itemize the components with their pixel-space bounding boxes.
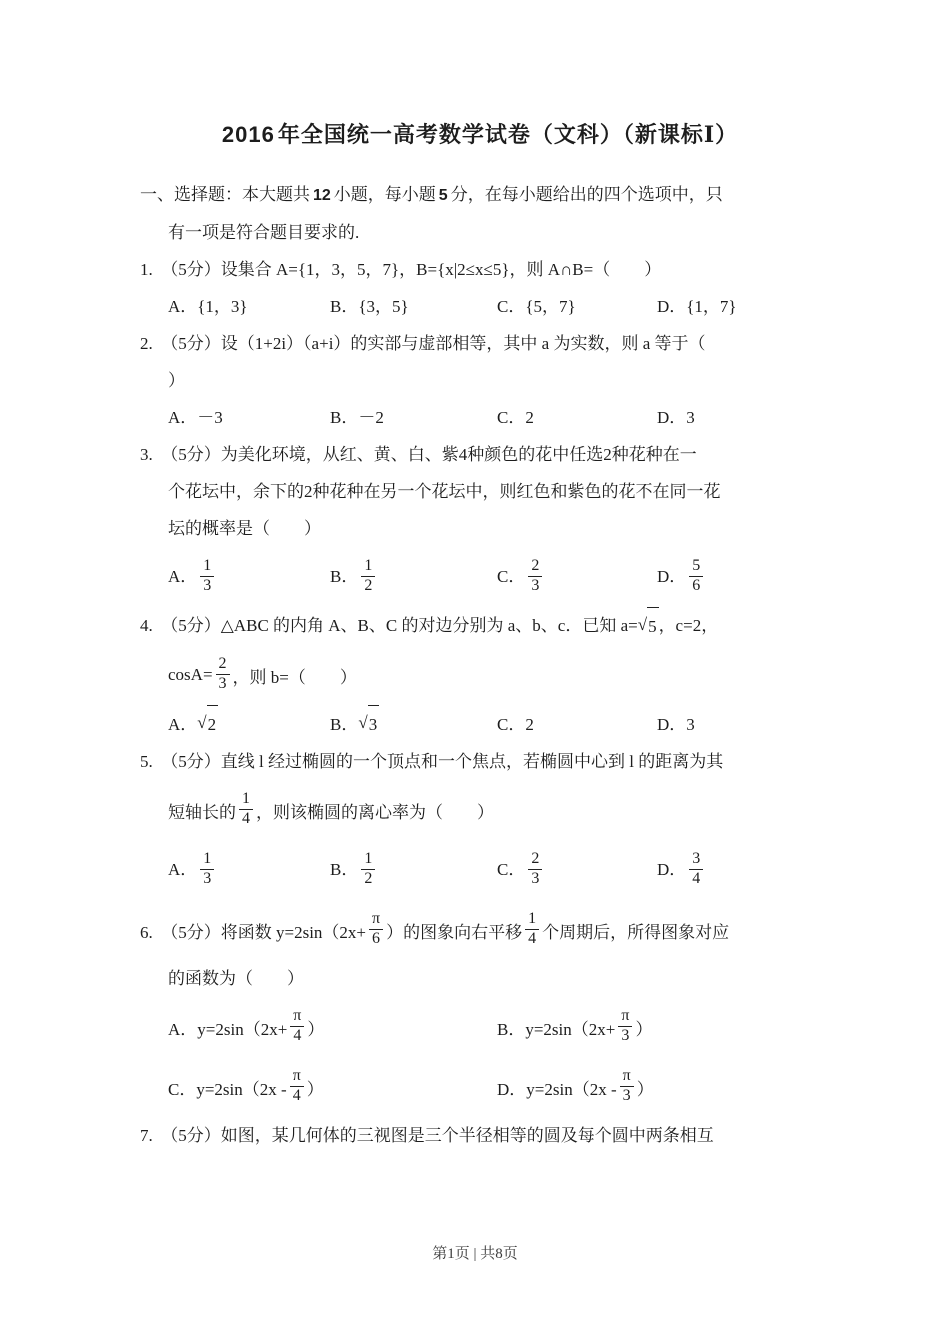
fraction-denominator: 3: [621, 1026, 630, 1044]
option-d-fraction: [620, 1067, 634, 1105]
question-3-text-line-2: 个花坛中，余下的2种花种在另一个花坛中，则红色和紫色的花不在同一花: [168, 482, 721, 501]
option-c-fraction: [528, 557, 542, 595]
option-label: B．: [330, 714, 359, 734]
option-a-fraction: [200, 850, 214, 888]
option-d-fraction: [689, 557, 703, 595]
question-5: [140, 743, 820, 900]
option-d-fraction: [689, 850, 703, 888]
question-2-option-d: D．3: [657, 408, 695, 427]
question-6-options-row-1: [140, 997, 820, 1057]
fraction-numerator: 1: [361, 850, 375, 869]
question-1-text: 1. （5分）设集合 A={1，3，5，7}，B={x|2≤x≤5}，则 A∩B=（ ）: [140, 260, 662, 279]
question-2-option-a: A．－3: [168, 408, 223, 427]
option-text: ）: [306, 1079, 324, 1099]
question-2-text-line-2: ）: [168, 371, 185, 390]
question-5-option-c: [497, 851, 657, 889]
instructions-text: 小题，每小题: [333, 185, 436, 204]
page-footer: [0, 1242, 950, 1263]
question-5-option-a: [168, 851, 330, 889]
fraction-denominator: 4: [293, 1026, 302, 1044]
fraction-denominator: 4: [242, 809, 250, 827]
fraction-numerator: 5: [689, 557, 703, 576]
option-text: B．y=2sin（2x+: [497, 1019, 616, 1039]
fraction-numerator: π: [290, 1007, 304, 1026]
question-7-text-line-1: 7. （5分）如图，某几何体的三视图是三个半径相等的圆及每个圆中两条相互: [140, 1126, 714, 1145]
exam-paper: [140, 118, 820, 1154]
fraction-numerator: 1: [361, 557, 375, 576]
fraction-numerator: 3: [689, 850, 703, 869]
fraction-numerator: π: [369, 910, 383, 929]
question-6-text-line-2: 的函数为（ ）: [168, 969, 304, 988]
option-text: D．y=2sin（2x -: [497, 1079, 617, 1099]
question-7: [140, 1117, 820, 1154]
question-text: 4. （5分）△ABC 的内角 A、B、C 的对边分别为 a、b、c．已知 a=: [140, 616, 638, 635]
question-5-option-d: [657, 851, 820, 889]
minor-axis-fraction: [239, 790, 253, 828]
radicand: 5: [647, 607, 659, 645]
question-4-text-line-1: [140, 607, 820, 645]
question-3-text-line-1: 3. （5分）为美化环境，从红、黄、白、紫4种颜色的花中任选2种花种在一: [140, 445, 697, 464]
option-text: ）: [307, 1019, 325, 1039]
question-2: [140, 325, 820, 436]
fraction-numerator: π: [618, 1007, 632, 1026]
points-per-question: 5: [438, 187, 448, 204]
sqrt-icon: √: [358, 713, 368, 732]
fraction-numerator: 2: [216, 655, 230, 674]
question-3-option-c: [497, 558, 657, 596]
fraction-numerator: 1: [200, 557, 214, 576]
fraction-denominator: 3: [203, 869, 212, 887]
sqrt-radical: [638, 607, 659, 645]
cos-a-fraction: [216, 655, 230, 693]
fraction-denominator: 2: [364, 869, 373, 887]
fraction-numerator: π: [290, 1067, 304, 1086]
question-text: 6. （5分）将函数 y=2sin（2x+: [140, 922, 367, 942]
title-text: 年全国统一高考数学试卷（文科）（新课标Ⅰ）: [277, 122, 739, 147]
option-text: ）: [636, 1079, 654, 1099]
option-label: A．: [168, 859, 198, 879]
fraction-denominator: 4: [292, 1086, 301, 1104]
question-6-options-row-2: [140, 1057, 820, 1117]
question-1-option-c: C．{5，7}: [497, 297, 576, 316]
fraction-denominator: 3: [531, 869, 540, 887]
section-instructions: [140, 176, 820, 251]
question-5-options: [140, 840, 820, 900]
question-text: 短轴长的: [168, 802, 236, 822]
radicand: 2: [207, 705, 219, 743]
fraction-numerator: 1: [525, 910, 539, 929]
option-label: D．: [657, 566, 687, 586]
instructions-text: 分，在每小题给出的四个选项中，只: [450, 185, 723, 204]
question-5-text-line-1: 5. （5分）直线 l 经过椭圆的一个顶点和一个焦点，若椭圆中心到 l 的距离为其: [140, 752, 724, 771]
question-6: [140, 900, 820, 1117]
question-4-option-a: [168, 705, 330, 743]
question-3-text-line-3: 坛的概率是（ ）: [168, 519, 321, 538]
question-3: [140, 436, 820, 607]
option-label: C．: [497, 566, 526, 586]
question-1-options: [140, 288, 820, 325]
sqrt-radical: [358, 705, 379, 743]
question-text: ，则 b=（ ）: [232, 667, 357, 687]
option-b-fraction: [361, 557, 375, 595]
question-count: 12: [313, 187, 331, 204]
question-1: [140, 251, 820, 325]
fraction-numerator: 1: [200, 850, 214, 869]
fraction-denominator: 2: [364, 576, 373, 594]
question-6-text-line-1: [140, 900, 820, 960]
question-1-option-a: A．{1，3}: [168, 297, 248, 316]
fraction-denominator: 3: [203, 576, 212, 594]
option-label: C．: [497, 859, 526, 879]
fraction-denominator: 6: [692, 576, 701, 594]
sqrt-icon: √: [637, 615, 648, 634]
question-4-option-d: D．3: [657, 714, 695, 734]
fraction-denominator: 3: [531, 576, 540, 594]
fraction-denominator: 6: [372, 929, 381, 947]
option-label: A．: [168, 714, 198, 734]
question-text: 个周期后，所得图象对应: [542, 922, 730, 942]
question-4-option-b: [330, 705, 497, 743]
fraction-numerator: π: [620, 1067, 634, 1086]
sqrt-radical: [197, 705, 218, 743]
option-label: B．: [330, 566, 359, 586]
instructions-text: 一、选择题：本大题共: [140, 185, 310, 204]
instructions-line-1: [140, 176, 820, 214]
page-number: 第1页 | 共8页: [432, 1246, 518, 1262]
question-2-options: [140, 399, 820, 436]
fraction-numerator: 1: [239, 790, 253, 809]
radicand: 3: [368, 705, 380, 743]
option-c-fraction: [290, 1067, 304, 1105]
question-text: ，c=2，: [658, 616, 719, 635]
question-5-text-line-2: [140, 780, 820, 840]
fraction-numerator: 2: [528, 557, 542, 576]
question-2-option-b: B．－2: [330, 408, 384, 427]
question-6-option-d: [497, 1068, 820, 1106]
option-a-fraction: [200, 557, 214, 595]
question-4-option-c: C．2: [497, 714, 534, 734]
question-4-options: [140, 705, 820, 743]
fraction-denominator: 4: [692, 869, 701, 887]
one-quarter-fraction: [525, 910, 539, 948]
question-text: ，则该椭圆的离心率为（ ）: [256, 802, 494, 822]
question-3-option-a: [168, 558, 330, 596]
question-3-options: [140, 547, 820, 607]
question-6-option-b: [497, 1008, 820, 1046]
fraction-numerator: 2: [528, 850, 542, 869]
option-text: A．y=2sin（2x+: [168, 1019, 288, 1039]
option-text: ）: [635, 1019, 653, 1039]
instructions-line-2: 有一项是符合题目要求的.: [168, 223, 360, 242]
pi-over-6-fraction: [369, 910, 383, 948]
option-label: D．: [657, 859, 687, 879]
option-text: C．y=2sin（2x -: [168, 1079, 287, 1099]
page-title: [140, 118, 820, 149]
question-5-option-b: [330, 851, 497, 889]
option-b-fraction: [361, 850, 375, 888]
option-b-fraction: [618, 1007, 632, 1045]
option-a-fraction: [290, 1007, 304, 1045]
question-4-text-line-2: [140, 645, 820, 705]
question-2-text-line-1: 2. （5分）设（1+2i）（a+i）的实部与虚部相等，其中 a 为实数，则 a 等于（: [140, 334, 706, 353]
option-label: A．: [168, 566, 198, 586]
sqrt-icon: √: [197, 713, 207, 732]
question-text: ）的图象向右平移: [386, 922, 523, 942]
question-6-option-c: [168, 1068, 497, 1106]
question-4: [140, 607, 820, 743]
question-3-option-d: [657, 558, 820, 596]
question-1-option-b: B．{3，5}: [330, 297, 409, 316]
question-text: cosA=: [168, 665, 213, 684]
question-3-option-b: [330, 558, 497, 596]
fraction-denominator: 3: [218, 674, 227, 692]
question-6-option-a: [168, 1008, 497, 1046]
fraction-denominator: 4: [528, 929, 537, 947]
question-2-option-c: C．2: [497, 408, 534, 427]
option-label: B．: [330, 859, 359, 879]
option-c-fraction: [528, 850, 542, 888]
title-year: 2016: [221, 122, 275, 147]
fraction-denominator: 3: [622, 1086, 631, 1104]
question-1-option-d: D．{1，7}: [657, 297, 737, 316]
